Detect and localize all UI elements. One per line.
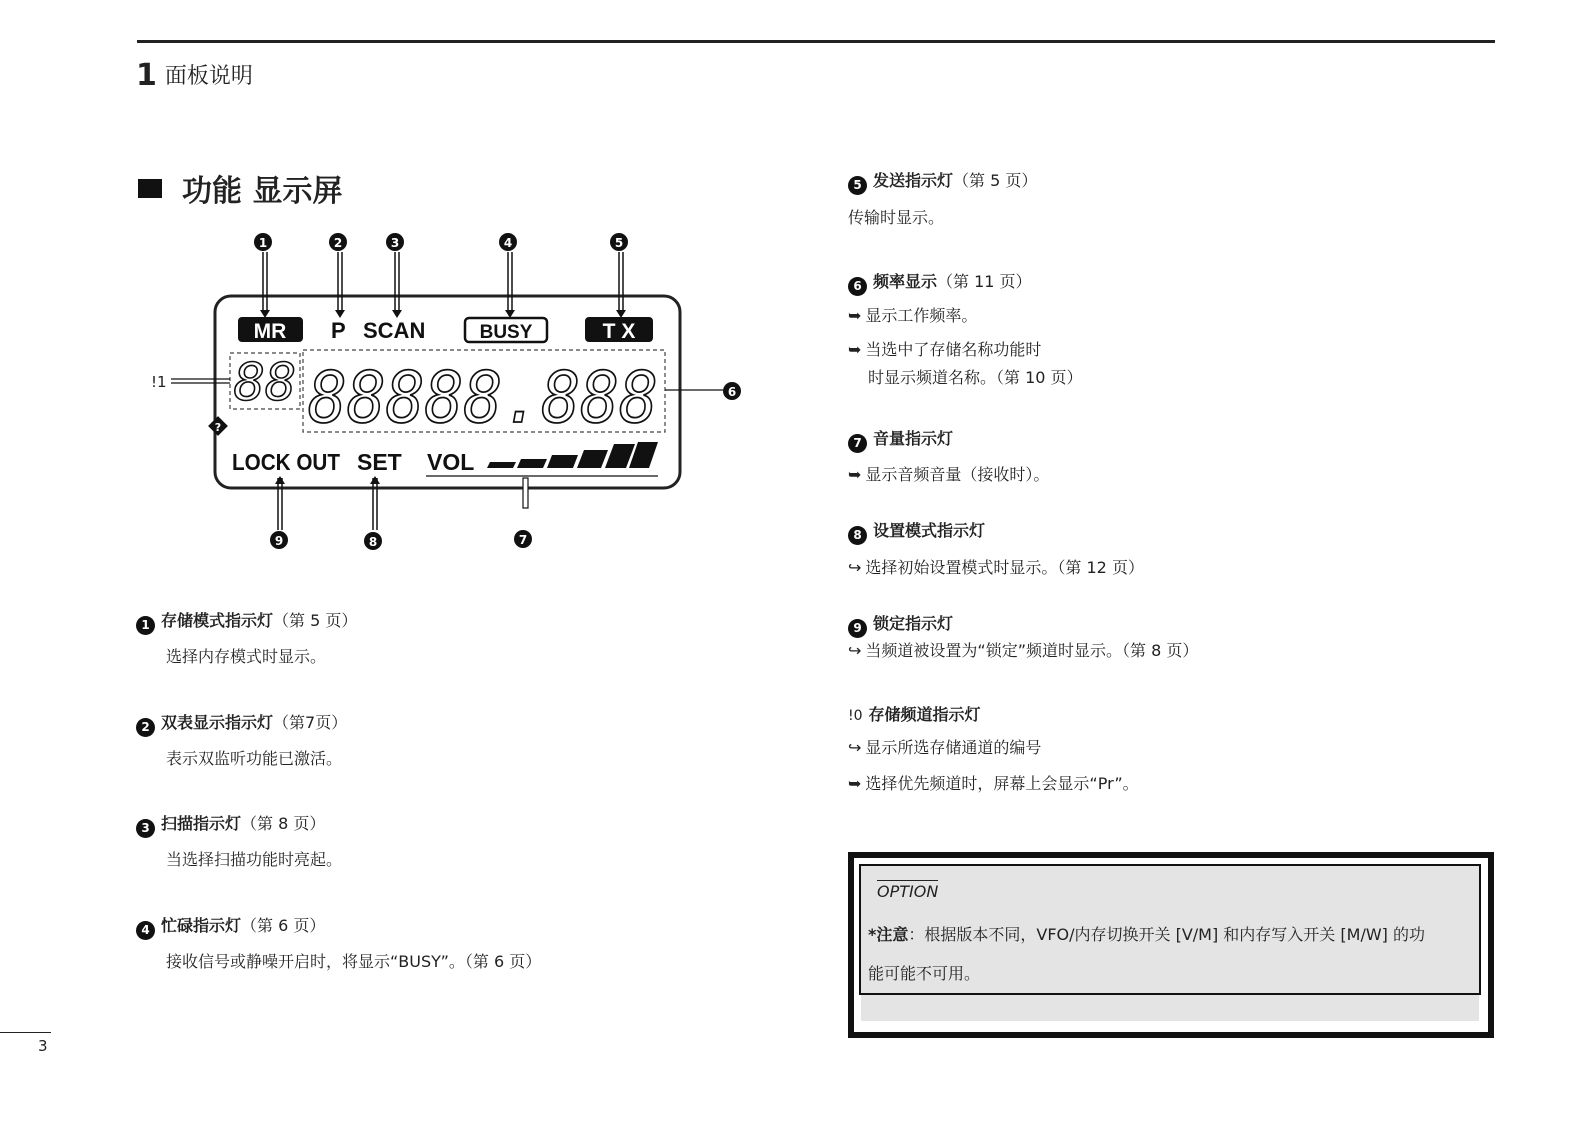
item-7-line-1-text: 显示音频音量（接收时）。: [865, 465, 1050, 484]
mr-indicator: MR: [253, 320, 287, 343]
item-10-prefix: !0: [848, 708, 863, 724]
item-9-title: 锁定指示灯: [873, 614, 954, 633]
section-title-text: 功能 显示屏: [182, 174, 343, 209]
tx-indicator: T X: [602, 320, 636, 343]
item-4-heading: [136, 913, 325, 940]
item-5-ref: （第 5 页）: [953, 171, 1038, 190]
item-7-title: 音量指示灯: [873, 429, 954, 448]
svg-text:7: 7: [518, 533, 528, 547]
bullet-arrow-icon: ➥: [848, 774, 862, 793]
item-9-heading: [848, 611, 953, 638]
item-10-title: 存储频道指示灯: [868, 705, 981, 724]
item-10-line-1-text: 显示所选存储通道的编号: [865, 738, 1042, 757]
svg-text:?: ?: [214, 421, 222, 434]
bullet-arrow-icon: ➥: [848, 465, 862, 484]
callout-10-label: !1: [151, 373, 167, 391]
p-indicator: P: [331, 318, 346, 343]
item-4-ref: （第 6 页）: [241, 916, 326, 935]
item-2-title: 双表显示指示灯: [161, 713, 274, 732]
item-5-title: 发送指示灯: [873, 171, 954, 190]
item-6-line-1: [848, 303, 977, 326]
badge-9-icon: 9: [848, 619, 867, 638]
badge-5-icon: 5: [848, 176, 867, 195]
item-2-ref: （第7页）: [273, 713, 348, 732]
lockout-indicator: LOCK OUT: [232, 449, 340, 475]
svg-text:4: 4: [503, 236, 513, 250]
section-square-icon: [138, 179, 162, 198]
svg-text:9: 9: [274, 534, 284, 548]
item-10-line-1: [848, 735, 1041, 758]
badge-3-icon: 3: [136, 819, 155, 838]
badge-8-icon: 8: [848, 526, 867, 545]
scan-indicator: SCAN: [363, 318, 426, 343]
item-3-title: 扫描指示灯: [161, 814, 242, 833]
item-1-title: 存储模式指示灯: [161, 611, 274, 630]
svg-text:1: 1: [258, 236, 268, 250]
lcd-diagram: [145, 226, 755, 566]
item-10-line-2: [848, 771, 1139, 794]
badge-7-icon: 7: [848, 434, 867, 453]
item-4-title: 忙碌指示灯: [161, 916, 242, 935]
item-2-heading: [136, 710, 347, 737]
item-4-body: 接收信号或静噪开启时，将显示“BUSY”。（第 6 页）: [166, 952, 542, 971]
svg-text:8: 8: [368, 535, 378, 549]
hook-arrow-icon: ↪: [848, 558, 862, 577]
svg-text:3: 3: [390, 236, 400, 250]
item-8-title: 设置模式指示灯: [873, 521, 986, 540]
item-3-ref: （第 8 页）: [241, 814, 326, 833]
frequency-digits: 88888.888: [308, 357, 658, 439]
item-6-line-2: [848, 337, 1041, 360]
item-2-body: 表示双监听功能已激活。: [166, 749, 343, 768]
option-note-label: *注意: [868, 925, 909, 944]
item-10-line-2-text: 选择优先频道时，屏幕上会显示“Pr”。: [865, 774, 1139, 793]
item-6-line-1-text: 显示工作频率。: [865, 306, 978, 325]
svg-text:5: 5: [614, 236, 624, 250]
lcd-svg: [145, 226, 755, 566]
page-number: 3: [38, 1037, 48, 1055]
item-8-line-1: [848, 555, 1144, 578]
item-1-heading: [136, 608, 357, 635]
hook-arrow-icon: ↪: [848, 641, 862, 660]
badge-1-icon: 1: [136, 616, 155, 635]
item-6-title: 频率显示: [873, 272, 938, 291]
badge-2-icon: 2: [136, 718, 155, 737]
item-1-body: 选择内存模式时显示。: [166, 647, 327, 666]
option-note-line-2: 能可能不可用。: [868, 964, 981, 983]
item-7-line-1: [848, 462, 1049, 485]
option-note-line-1: [868, 922, 1425, 945]
option-box-shade: [861, 995, 1479, 1021]
vol-indicator: VOL: [427, 449, 475, 475]
item-6-ref: （第 11 页）: [937, 272, 1032, 291]
set-indicator: SET: [357, 449, 402, 475]
footer-rule: [0, 1032, 51, 1033]
svg-text:2: 2: [333, 236, 343, 250]
option-note-text-1: ：根据版本不同，VFO/内存切换开关 [V/M] 和内存写入开关 [M/W] 的功: [908, 925, 1425, 944]
section-title: [138, 166, 342, 210]
item-7-heading: [848, 426, 953, 453]
bullet-arrow-icon: ➥: [848, 340, 862, 359]
bullet-arrow-icon: ➥: [848, 306, 862, 325]
item-8-line-1-text: 选择初始设置模式时显示。（第 12 页）: [865, 558, 1144, 577]
chapter-heading: [136, 58, 253, 93]
busy-indicator: BUSY: [479, 322, 533, 343]
svg-text:6: 6: [727, 385, 737, 399]
item-10-heading: [848, 702, 981, 725]
option-label: OPTION: [877, 882, 939, 901]
item-9-line-1: [848, 638, 1198, 661]
item-5-body: 传输时显示。: [848, 208, 945, 227]
item-3-body: 当选择扫描功能时亮起。: [166, 850, 343, 869]
hook-arrow-icon: ↪: [848, 738, 862, 757]
header-rule: [137, 40, 1495, 43]
item-5-heading: [848, 168, 1037, 195]
item-8-heading: [848, 518, 985, 545]
item-6-heading: [848, 269, 1032, 296]
channel-digits: 88: [233, 353, 297, 413]
chapter-title: 面板说明: [164, 64, 253, 89]
chapter-number: 1: [136, 58, 157, 93]
item-3-heading: [136, 811, 325, 838]
item-1-ref: （第 5 页）: [273, 611, 358, 630]
badge-6-icon: 6: [848, 277, 867, 296]
item-6-line-2-text: 当选中了存储名称功能时: [865, 340, 1042, 359]
item-6-line-3: 时显示频道名称。（第 10 页）: [868, 368, 1083, 387]
item-9-line-1-text: 当频道被设置为“锁定”频道时显示。（第 8 页）: [865, 641, 1199, 660]
badge-4-icon: 4: [136, 921, 155, 940]
